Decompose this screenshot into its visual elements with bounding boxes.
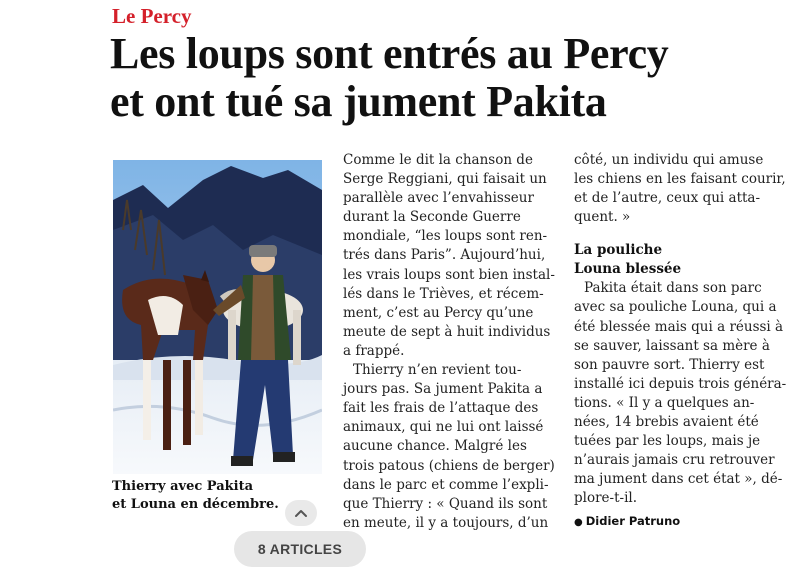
body-line: lés dans le Trièves, et récem-	[343, 285, 544, 302]
body-line: les chiens en les faisant courir,	[574, 171, 786, 188]
author-name: Didier Patruno	[585, 513, 681, 528]
body-line: fait les frais de l’attaque des	[343, 400, 539, 417]
body-line: tions. « Il y a quelques an-	[574, 394, 755, 411]
body-line: été blessée mais qui a réussi à	[574, 318, 784, 335]
body-line: avec sa pouliche Louna, qui a	[574, 299, 777, 316]
body-line: Serge Reggiani, qui faisait un	[343, 171, 547, 188]
articles-count-button[interactable]: 8 ARTICLES	[234, 531, 366, 567]
body-line: nées, 14 brebis avaient été	[574, 414, 759, 431]
article-photo	[113, 160, 322, 474]
body-line: tuées par les loups, mais je	[574, 433, 761, 450]
article-column-1	[343, 151, 555, 533]
body-line: aucune chance. Malgré les	[343, 438, 527, 455]
caption-line: Thierry avec Pakita	[112, 479, 254, 494]
body-line: trois patous (chiens de berger)	[343, 457, 555, 474]
body-line: les vrais loups sont bien instal-	[343, 266, 555, 283]
collapse-button[interactable]	[285, 500, 317, 526]
body-line: Pakita était dans son parc	[584, 280, 762, 297]
body-line: et de l’autre, ceux qui atta-	[574, 190, 761, 207]
article-column-2	[574, 151, 786, 532]
body-line: dans le parc et comme l’expli-	[343, 476, 549, 493]
body-line: mondiale, “les loups sont ren-	[343, 228, 548, 245]
body-line: quent. »	[574, 209, 631, 226]
article-headline	[110, 30, 790, 126]
body-line: son pauvre sort. Thierry est	[574, 356, 765, 373]
body-line: jours pas. Sa jument Pakita a	[343, 381, 543, 398]
section-kicker: Le Percy	[112, 4, 192, 28]
section-subhead	[574, 241, 786, 279]
body-line: meute de sept à huit individus	[343, 323, 551, 340]
subhead-line: Louna blessée	[574, 261, 682, 278]
body-line: que Thierry : « Quand ils sont	[343, 495, 548, 512]
body-line: a frappé.	[343, 342, 405, 359]
body-line: se sauver, laissant sa mère à	[574, 337, 770, 354]
body-line: ma jument dans cet état », dé-	[574, 471, 783, 488]
bullet-icon: ●	[574, 516, 583, 528]
body-line: côté, un individu qui amuse	[574, 152, 764, 168]
author-byline	[574, 512, 786, 532]
body-line: n’aurais jamais cru retrouver	[574, 452, 775, 469]
body-line: Comme le dit la chanson de	[343, 152, 533, 168]
body-line: Thierry n’en revient tou-	[353, 362, 522, 379]
body-line: plore-t-il.	[574, 490, 638, 507]
body-line: en meute, il y a toujours, d’un	[343, 514, 549, 531]
body-line: trés dans Paris”. Aujourd’hui,	[343, 247, 546, 264]
headline-line: Les loups sont entrés au Percy	[110, 29, 669, 78]
body-line: animaux, qui ne lui ont laissé	[343, 419, 544, 436]
body-line: installé ici depuis trois généra-	[574, 375, 787, 392]
headline-line: et ont tué sa jument Pakita	[110, 77, 607, 126]
subhead-line: La pouliche	[574, 242, 663, 259]
caption-line: et Louna en décembre.	[112, 497, 279, 512]
body-line: ment, c’est au Percy qu’une	[343, 304, 534, 321]
body-line: parallèle avec l’envahisseur	[343, 190, 534, 207]
chevron-up-icon	[294, 508, 308, 518]
body-line: durant la Seconde Guerre	[343, 209, 521, 226]
